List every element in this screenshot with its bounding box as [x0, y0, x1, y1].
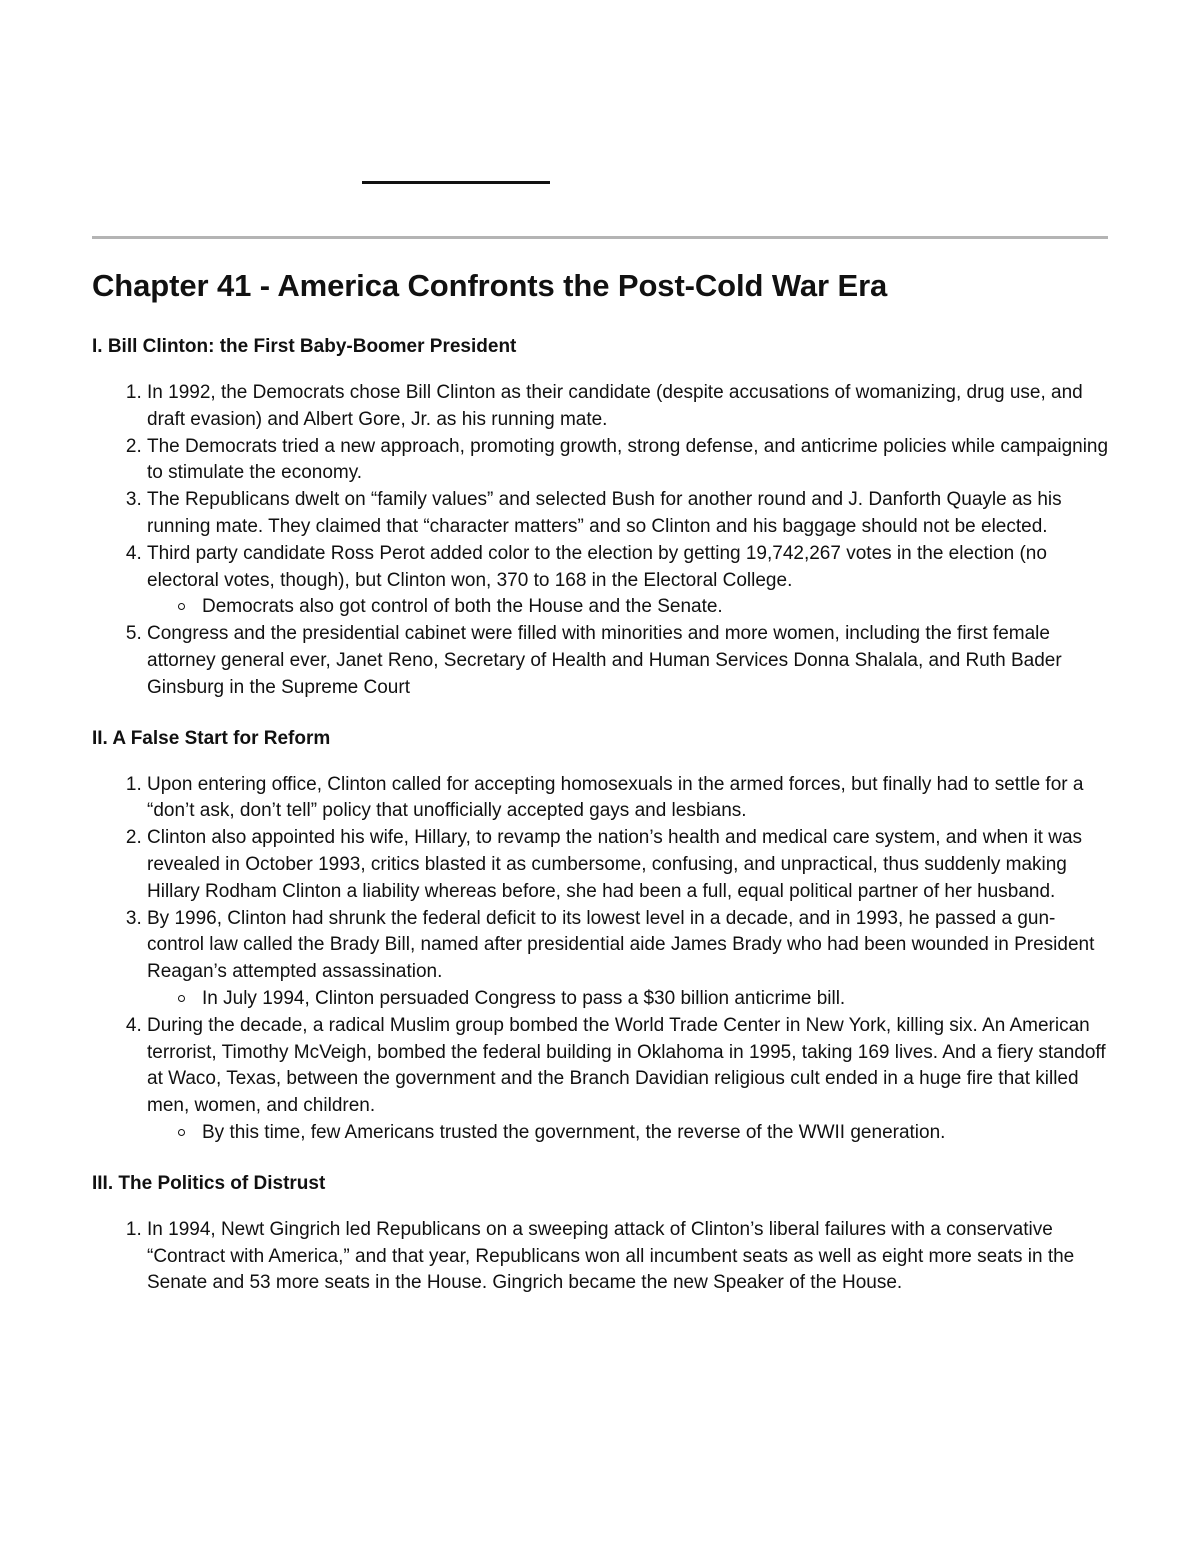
sub-list-item — [202, 1120, 1112, 1147]
sub-list — [147, 986, 1112, 1013]
sub-list-item — [202, 986, 1112, 1013]
list-item — [147, 380, 1112, 434]
circle-bullet-icon — [178, 995, 185, 1002]
list-item-text: Congress and the presidential cabinet were filled with minorities and more women, including the first female attorney general ever, Janet Reno, Secretary of Health and Human Services Donna Shalala, and Ruth Bader Ginsburg in the Supreme Court — [147, 623, 1062, 698]
circle-bullet-icon — [178, 603, 185, 610]
circle-bullet-icon — [178, 1129, 185, 1136]
list-item-text: By 1996, Clinton had shrunk the federal deficit to its lowest level in a decade, and in 1993, he passed a gun-control law called the Brady Bill, named after presidential aide James Brady who had been wounded in President Reagan’s attempted assassination. — [147, 907, 1095, 983]
list-item-text: The Democrats tried a new approach, promoting growth, strong defense, and anticrime policies while campaigning to stimulate the economy. — [147, 435, 1109, 484]
sub-list — [147, 594, 1112, 621]
list-item — [147, 1217, 1112, 1297]
numbered-list — [92, 1217, 1112, 1297]
sub-list-item — [202, 594, 1112, 621]
sections-container — [92, 334, 1112, 1297]
list-item-text: Clinton also appointed his wife, Hillary, to revamp the nation’s health and medical care system, and when it was revealed in October 1993, critics blasted it as cumbersome, confusing, and unpractical, thus suddenly making Hillary Rodham Clinton a liability whereas before, she had been a full, equal political partner of her husband. — [147, 827, 1083, 902]
sub-list-item-text: By this time, few Americans trusted the government, the reverse of the WWII generation. — [202, 1121, 946, 1143]
list-item — [147, 541, 1112, 621]
list-item — [147, 1013, 1112, 1147]
header-divider — [92, 236, 1108, 239]
section-heading: I. Bill Clinton: the First Baby-Boomer President — [92, 336, 517, 357]
list-item — [147, 825, 1112, 905]
list-item-text: Third party candidate Ross Perot added color to the election by getting 19,742,267 votes in the election (no electoral votes, though), but Clinton won, 370 to 168 in the Electoral College. — [147, 542, 1047, 591]
section-heading: III. The Politics of Distrust — [92, 1172, 326, 1194]
list-item-text: The Republicans dwelt on “family values” and selected Bush for another round and J. Danforth Quayle as his running mate. They claimed that “character matters” and so Clinton and his baggage should not be elected. — [147, 489, 1062, 537]
numbered-list — [92, 380, 1112, 702]
name-blank-line — [362, 181, 550, 184]
numbered-list — [92, 772, 1112, 1147]
list-item — [147, 434, 1112, 488]
page-title: Chapter 41 - America Confronts the Post-Cold War Era — [92, 268, 888, 303]
sub-list — [147, 1120, 1112, 1147]
sub-list-item-text: Democrats also got control of both the House and the Senate. — [202, 596, 723, 618]
list-item — [147, 621, 1112, 701]
list-item — [147, 487, 1112, 541]
list-item-text: In 1992, the Democrats chose Bill Clinton as their candidate (despite accusations of womanizing, drug use, and draft evasion) and Albert Gore, Jr. as his running mate. — [147, 382, 1083, 430]
document-body — [92, 262, 1112, 1297]
list-item — [147, 906, 1112, 1013]
list-item-text: Upon entering office, Clinton called for accepting homosexuals in the armed forces, but finally had to settle for a “don’t ask, don’t tell” policy that unofficially accepted gays and lesbians. — [147, 773, 1084, 822]
list-item — [147, 772, 1112, 826]
list-item-text: During the decade, a radical Muslim group bombed the World Trade Center in New York, killing six. An American terrorist, Timothy McVeigh, bombed the federal building in Oklahoma in 1995, taking 169 lives. And a fiery standoff at Waco, Texas, between the government and the Branch Davidian religious cult ended in a huge fire that killed men, women, and children. — [147, 1014, 1106, 1117]
list-item-text: In 1994, Newt Gingrich led Republicans on a sweeping attack of Clinton’s liberal failures with a conservative “Contract with America,” and that year, Republicans won all incumbent seats as well as eight more seats in the Senate and 53 more seats in the House. Gingrich became the new Speaker of the House. — [147, 1218, 1075, 1294]
sub-list-item-text: In July 1994, Clinton persuaded Congress to pass a $30 billion anticrime bill. — [202, 987, 846, 1009]
section-heading: II. A False Start for Reform — [92, 727, 331, 749]
